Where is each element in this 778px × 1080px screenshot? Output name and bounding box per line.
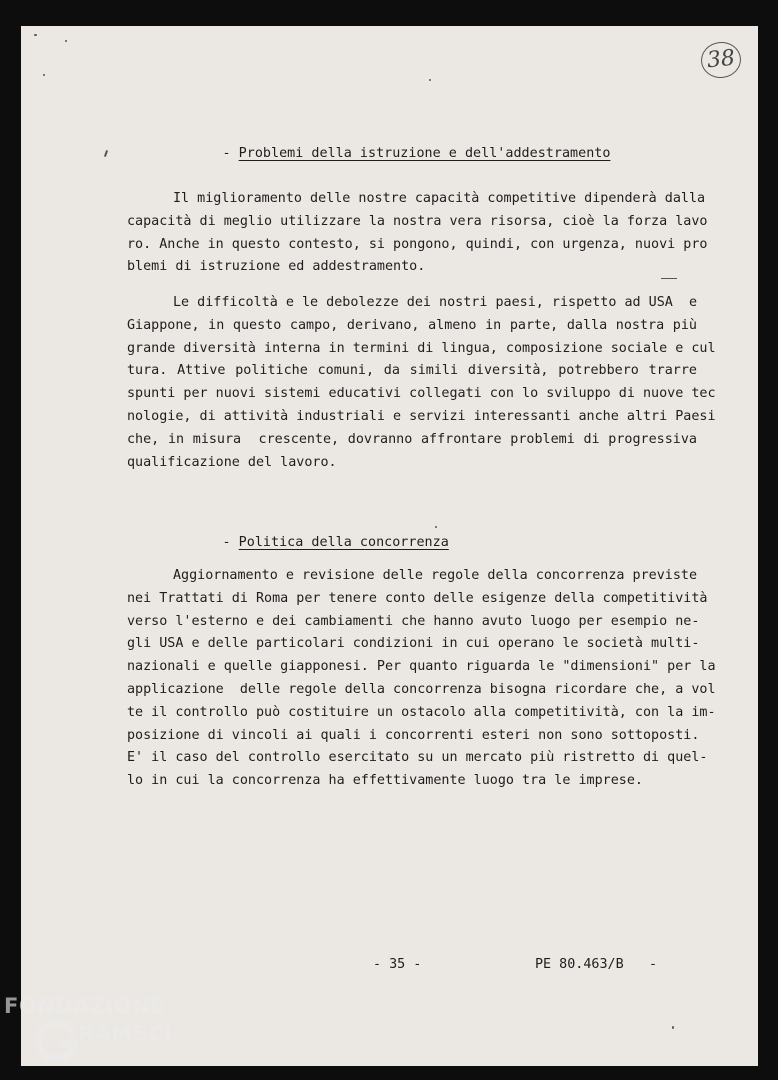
text-line: ro. Anche in questo contesto, si pongono, quindi, con urgenza, nuovi pro bbox=[127, 236, 708, 252]
paragraph bbox=[127, 565, 716, 793]
text-line: lo in cui la concorrenza ha effettivamente luogo tra le imprese. bbox=[127, 773, 643, 789]
page-number: - 35 - bbox=[373, 957, 422, 972]
heading-text: Problemi della istruzione e dell'addestramento bbox=[238, 146, 611, 161]
scan-speck bbox=[104, 150, 108, 157]
heading-text: Politica della concorrenza bbox=[238, 535, 449, 550]
scan-speck bbox=[65, 40, 67, 42]
text-line: blemi di istruzione ed addestramento. bbox=[127, 259, 426, 275]
handwritten-page-number: 38 bbox=[699, 40, 743, 80]
text-line: applicazione delle regole della concorrenza bisogna ricordare che, a vol bbox=[127, 681, 716, 697]
text-line: Giappone, in questo campo, derivano, almeno in parte, dalla nostra più bbox=[127, 317, 697, 333]
text-line: E' il caso del controllo esercitato su un mercato più ristretto di quel- bbox=[127, 750, 708, 766]
section-heading bbox=[174, 131, 610, 176]
heading-dash: - bbox=[222, 535, 239, 550]
text-line: qualificazione del lavoro. bbox=[127, 454, 337, 470]
paragraph bbox=[127, 188, 708, 279]
text-line: tura. Attive politiche comuni, da simili diversità, potrebbero trarre bbox=[127, 363, 697, 379]
text-line: grande diversità interna in termini di lingua, composizione sociale e cul bbox=[127, 340, 716, 356]
section-heading bbox=[174, 520, 449, 565]
text-line: nazionali e quelle giapponesi. Per quanto riguarda le "dimensioni" per la bbox=[127, 659, 716, 675]
watermark-g-logo-icon bbox=[34, 1018, 80, 1064]
text-line: nei Trattati di Roma per tenere conto delle esigenze della competitività bbox=[127, 590, 708, 606]
watermark-line2: RAMSCI bbox=[78, 1022, 173, 1046]
text-line: Il miglioramento delle nostre capacità competitive dipenderà dalla bbox=[173, 191, 706, 206]
watermark-suffix: onlus bbox=[160, 1050, 190, 1063]
text-line: posizione di vincoli ai quali i concorrenti esteri non sono sottoposti. bbox=[127, 727, 700, 743]
text-line: nologie, di attività industriali e servizi interessanti anche altri Paesi bbox=[127, 408, 716, 424]
text-line: te il controllo può costituire un ostacolo alla competitività, con la im- bbox=[127, 704, 716, 720]
text-line: gli USA e delle particolari condizioni in cui operano le società multi- bbox=[127, 636, 700, 652]
scan-speck bbox=[672, 1026, 674, 1029]
text-line: Aggiornamento e revisione delle regole della concorrenza previste bbox=[173, 568, 698, 583]
watermark-line1: FONDAZIONE bbox=[4, 994, 166, 1018]
footer-dash: - bbox=[649, 957, 658, 972]
text-line: capacità di meglio utilizzare la nostra vera risorsa, cioè la forza lavo bbox=[127, 213, 708, 229]
text-line: Le difficoltà e le debolezze dei nostri paesi, rispetto ad USA e bbox=[173, 295, 698, 310]
text-line: che, in misura crescente, dovranno affrontare problemi di progressiva bbox=[127, 431, 697, 447]
document-reference: PE 80.463/B bbox=[535, 957, 624, 972]
scan-speck bbox=[34, 34, 37, 36]
text-line: verso l'esterno e dei cambiamenti che hanno avuto luogo per esempio ne- bbox=[127, 613, 700, 629]
paragraph bbox=[127, 292, 716, 474]
scan-speck bbox=[429, 79, 431, 81]
paper-sheet bbox=[21, 26, 758, 1066]
heading-dash: - bbox=[222, 146, 239, 161]
text-line: spunti per nuovi sistemi educativi collegati con lo sviluppo di nuove tec bbox=[127, 386, 716, 402]
scan-speck bbox=[43, 74, 45, 76]
archive-watermark bbox=[4, 992, 204, 1078]
